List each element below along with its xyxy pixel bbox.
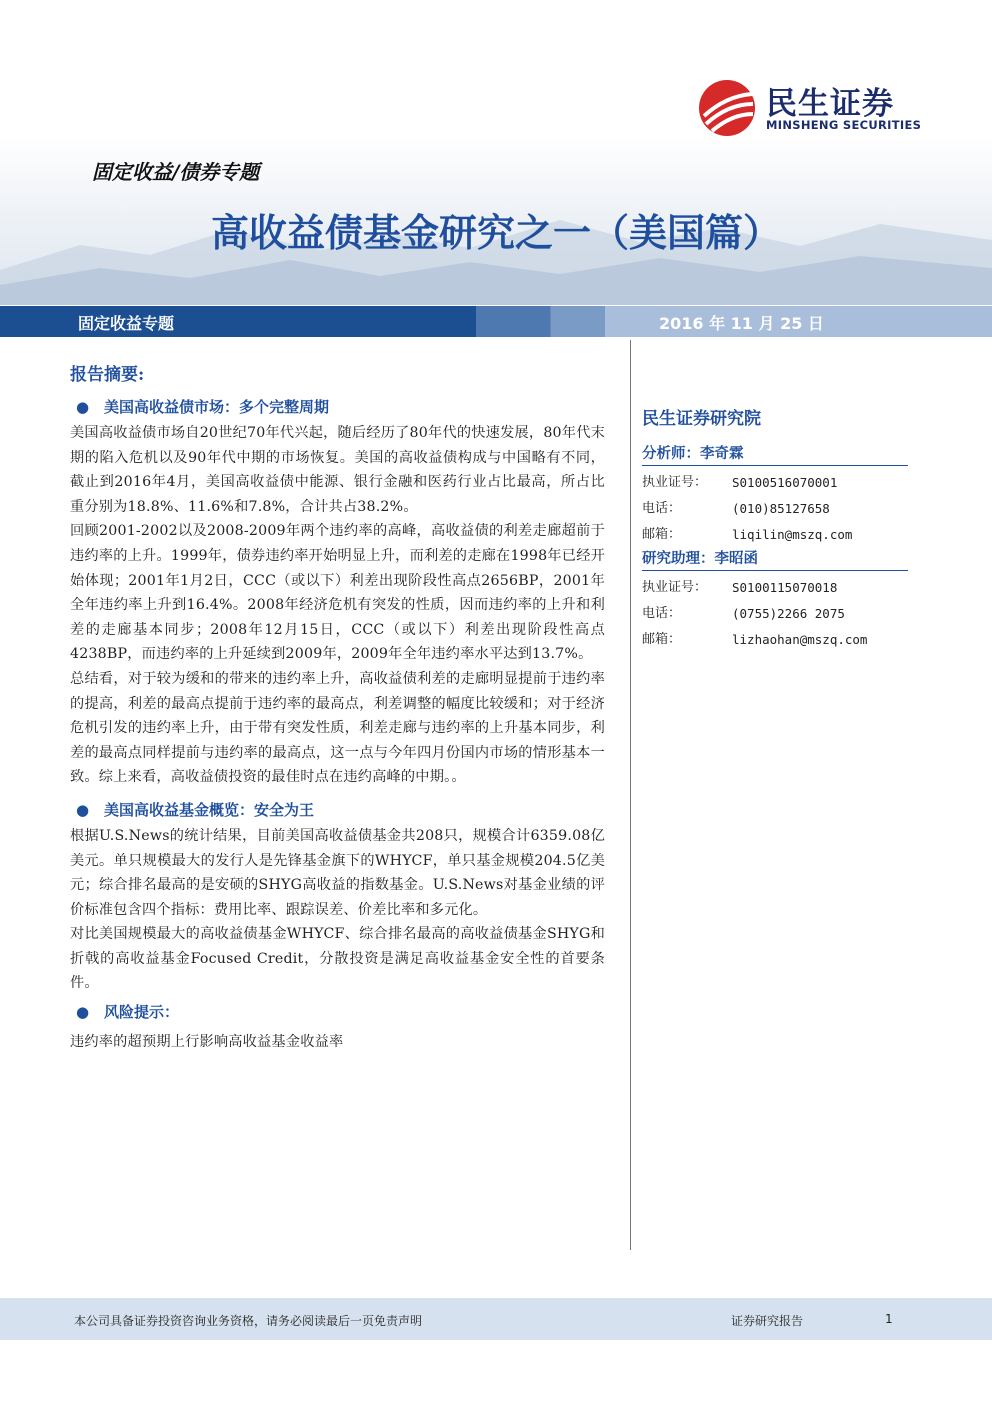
bullet-icon: ● [76,1003,90,1022]
summary-heading: 报告摘要: [70,365,145,385]
brand-name-cn: 民生证券 [766,86,894,122]
section-paragraph: 美国高收益债市场自20世纪70年代兴起，随后经历了80年代的快速发展，80年代末期的陷入危机以及90年代中期的市场恢复。美国的高收益债构成与中国略有不同，截止到2016年4月，美国高收益债中能源、银行金融和医药行业占比最高，所占比重分别为18.8%、11.6%和7.8%，合计共占38.2%。 [70,425,605,515]
institution-name: 民生证券研究院 [642,409,761,429]
info-row: 执业证号： S0100516070001 [642,475,838,490]
footer-report-type: 证券研究报告 [731,1314,804,1328]
info-row: 电话： (010)85127658 [642,501,830,516]
author-sidebar [642,400,908,653]
cover-banner [0,0,992,305]
column-divider [630,340,631,1250]
info-row: 执业证号： S0100115070018 [642,580,838,595]
page-number: 1 [885,1312,893,1326]
assistant-heading: 研究助理：李昭函 [642,548,908,571]
footer-disclaimer: 本公司具备证券投资咨询业务资格，请务必阅读最后一页免责声明 [74,1314,423,1328]
info-row: 电话： (0755)2266 2075 [642,606,845,621]
section-heading: ● 美国高收益基金概览：安全为王 [70,796,605,824]
section-paragraph: 对比美国规模最大的高收益债基金WHYCF、综合排名最高的高收益债基金SHYG和折戟的高收益基金Focused Credit，分散投资是满足高收益基金安全性的首要条件。 [70,926,605,992]
report-title: 高收益债基金研究之一（美国篇） [210,211,781,255]
summary-column [70,360,605,1055]
section-paragraph: 回顾2001-2002以及2008-2009年两个违约率的高峰，高收益债的利差走廊超前于违约率的上升。1999年，债券违约率开始明显上升，而利差的走廊在1998年已经开始体现；2001年1月2日，CCC（或以下）利差出现阶段性高点2656BP，2001年全年违约率上升到16.4%。2008年经济危机有突发的性质，因而违约率的上升和利差的走廊基本同步；2008年12月15日，CCC（或以下）利差出现阶段性高点4238BP，而违约率的上升延续到2009年，2009年全年违约率水平达到13.7%。 [70,523,605,663]
band-label: 固定收益专题 [78,314,175,333]
section-heading: ● 风险提示： [70,998,605,1026]
brand-logo [696,78,926,138]
brand-name-en: MINSHENG SECURITIES [766,118,922,132]
report-date: 2016 年 11 月 25 日 [659,314,824,333]
bullet-icon: ● [76,398,90,416]
bullet-icon: ● [76,800,90,819]
analyst-heading: 分析师：李奇霖 [642,443,908,466]
report-category: 固定收益/债券专题 [92,160,260,184]
info-row: 邮箱： lizhaohan@mszq.com [642,632,868,647]
section-paragraph: 违约率的超预期上行影响高收益基金收益率 [70,1034,344,1051]
section-heading: ● 美国高收益债市场：多个完整周期 [70,393,605,421]
section-paragraph: 总结看，对于较为缓和的带来的违约率上升，高收益债利差的走廊明显提前于违约率的提高，利差的最高点提前于违约率的最高点，利差调整的幅度比较缓和；对于经济危机引发的违约率上升，由于带有突发性质，利差走廊与违约率的上升基本同步，利差的最高点同样提前与违约率的最高点，这一点与今年四月份国内市场的情形基本一致。综上来看，高收益债投资的最佳时点在违约高峰的中期。。 [70,670,605,786]
minsheng-logo-icon [696,78,758,138]
section-paragraph: 根据U.S.News的统计结果，目前美国高收益债基金共208只，规模合计6359.08亿美元。单只规模最大的发行人是先锋基金旗下的WHYCF，单只基金规模204.5亿美元；综合排名最高的是安硕的SHYG高收益的指数基金。U.S.News对基金业绩的评价标准包含四个指标：费用比率、跟踪误差、价差比率和多元化。 [70,827,605,918]
info-row: 邮箱： liqilin@mszq.com [642,527,853,542]
